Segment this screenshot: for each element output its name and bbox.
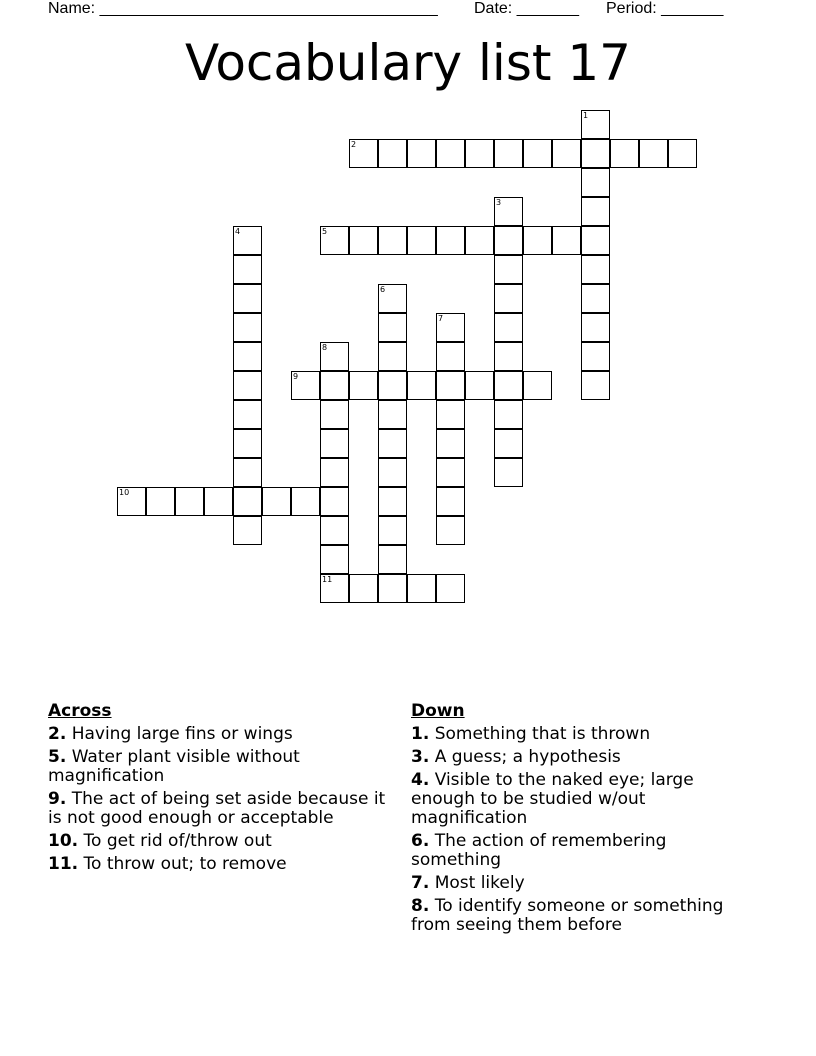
grid-cell[interactable] (465, 371, 494, 400)
grid-cell[interactable] (668, 139, 697, 168)
clue-number: 2. (48, 724, 67, 744)
grid-cell[interactable] (494, 458, 523, 487)
grid-cell[interactable] (233, 284, 262, 313)
grid-cell[interactable] (523, 371, 552, 400)
clue-text: The action of remembering something (411, 831, 667, 870)
clue-text: To get rid of/throw out (78, 831, 272, 851)
grid-cell[interactable] (349, 139, 378, 168)
grid-cell[interactable] (320, 429, 349, 458)
down-clue (411, 725, 756, 744)
clue-text: Water plant visible without magnification (48, 747, 300, 786)
grid-cell[interactable] (436, 313, 465, 342)
across-clue (48, 748, 393, 786)
grid-cell[interactable] (494, 139, 523, 168)
grid-cell[interactable] (581, 255, 610, 284)
grid-cell[interactable] (233, 458, 262, 487)
grid-cell[interactable] (436, 458, 465, 487)
grid-cell[interactable] (523, 226, 552, 255)
grid-cell[interactable] (436, 429, 465, 458)
clue-text: Something that is thrown (429, 724, 651, 744)
clue-text: Most likely (429, 873, 525, 893)
clue-number: 10. (48, 831, 79, 851)
grid-cell[interactable] (378, 313, 407, 342)
grid-cell[interactable] (494, 400, 523, 429)
grid-cell[interactable] (639, 139, 668, 168)
clue-number: 4 (235, 227, 241, 236)
grid-cell[interactable] (233, 342, 262, 371)
down-clue (411, 874, 756, 893)
grid-cell[interactable] (552, 139, 581, 168)
down-heading: Down (411, 701, 465, 721)
grid-cell[interactable] (175, 487, 204, 516)
down-clue (411, 771, 756, 828)
clue-text: To throw out; to remove (78, 854, 287, 874)
across-clue (48, 725, 393, 744)
grid-cell[interactable] (436, 574, 465, 603)
grid-cell[interactable] (146, 487, 175, 516)
grid-cell[interactable] (378, 458, 407, 487)
grid-cell[interactable] (320, 487, 349, 516)
date-field-label[interactable]: Date: _______ (474, 0, 579, 17)
clue-number: 4. (411, 770, 430, 790)
clue-number: 2 (351, 140, 357, 149)
grid-cell[interactable] (407, 226, 436, 255)
grid-cell[interactable] (581, 139, 610, 168)
grid-cell[interactable] (494, 342, 523, 371)
grid-cell[interactable] (581, 226, 610, 255)
clue-number: 5. (48, 747, 67, 767)
across-clue (48, 855, 393, 874)
grid-cell[interactable] (349, 371, 378, 400)
grid-cell[interactable] (378, 516, 407, 545)
grid-cell[interactable] (581, 342, 610, 371)
clue-number: 9 (293, 372, 299, 381)
grid-cell[interactable] (233, 400, 262, 429)
clue-number: 3. (411, 747, 430, 767)
down-clues (411, 702, 756, 939)
down-clue-list (411, 725, 756, 935)
grid-cell[interactable] (436, 487, 465, 516)
down-clue (411, 897, 756, 935)
clue-number: 10 (119, 488, 130, 497)
grid-cell[interactable] (378, 400, 407, 429)
grid-cell[interactable] (610, 139, 639, 168)
grid-cell[interactable] (581, 168, 610, 197)
grid-cell[interactable] (320, 458, 349, 487)
grid-cell[interactable] (320, 342, 349, 371)
grid-cell[interactable] (378, 545, 407, 574)
clue-number: 7 (438, 314, 444, 323)
grid-cell[interactable] (291, 487, 320, 516)
clue-number: 5 (322, 227, 328, 236)
grid-cell[interactable] (233, 487, 262, 516)
grid-cell[interactable] (378, 284, 407, 313)
clue-number: 1 (583, 111, 589, 120)
grid-cell[interactable] (436, 400, 465, 429)
grid-cell[interactable] (436, 139, 465, 168)
clue-number: 1. (411, 724, 430, 744)
clue-text: Visible to the naked eye; large enough to be studied w/out magnification (411, 770, 694, 828)
grid-cell[interactable] (494, 313, 523, 342)
grid-cell[interactable] (494, 255, 523, 284)
clue-number: 6 (380, 285, 386, 294)
grid-cell[interactable] (523, 139, 552, 168)
grid-cell[interactable] (320, 226, 349, 255)
grid-cell[interactable] (233, 429, 262, 458)
grid-cell[interactable] (552, 226, 581, 255)
grid-cell[interactable] (378, 139, 407, 168)
grid-cell[interactable] (349, 574, 378, 603)
clue-text: Having large fins or wings (66, 724, 293, 744)
grid-cell[interactable] (465, 139, 494, 168)
grid-cell[interactable] (494, 371, 523, 400)
clue-number: 3 (496, 198, 502, 207)
grid-cell[interactable] (320, 516, 349, 545)
grid-cell[interactable] (378, 371, 407, 400)
grid-cell[interactable] (436, 516, 465, 545)
grid-cell[interactable] (204, 487, 233, 516)
clue-number: 9. (48, 789, 67, 809)
across-clue (48, 832, 393, 851)
grid-cell[interactable] (465, 226, 494, 255)
across-heading: Across (48, 701, 112, 721)
clue-number: 8. (411, 896, 430, 916)
grid-cell[interactable] (494, 284, 523, 313)
grid-cell[interactable] (378, 226, 407, 255)
grid-cell[interactable] (291, 371, 320, 400)
grid-cell[interactable] (581, 110, 610, 139)
clue-number: 7. (411, 873, 430, 893)
grid-cell[interactable] (436, 371, 465, 400)
grid-cell[interactable] (378, 487, 407, 516)
across-clue (48, 790, 393, 828)
grid-cell[interactable] (233, 226, 262, 255)
grid-cell[interactable] (262, 487, 291, 516)
grid-cell[interactable] (581, 313, 610, 342)
grid-cell[interactable] (581, 284, 610, 313)
grid-cell[interactable] (233, 313, 262, 342)
grid-cell[interactable] (117, 487, 146, 516)
clue-text: To identify someone or something from seeing them before (411, 896, 724, 935)
grid-cell[interactable] (320, 400, 349, 429)
clue-text: The act of being set aside because it is not good enough or acceptable (48, 789, 386, 828)
grid-cell[interactable] (378, 429, 407, 458)
period-field-label[interactable]: Period: _______ (606, 0, 724, 17)
grid-cell[interactable] (320, 545, 349, 574)
grid-cell[interactable] (378, 342, 407, 371)
clue-number: 11 (322, 575, 333, 584)
grid-cell[interactable] (233, 255, 262, 284)
grid-cell[interactable] (407, 574, 436, 603)
grid-cell[interactable] (581, 197, 610, 226)
grid-cell[interactable] (494, 429, 523, 458)
across-clue-list (48, 725, 393, 874)
grid-cell[interactable] (378, 574, 407, 603)
clue-text: A guess; a hypothesis (429, 747, 621, 767)
grid-cell[interactable] (407, 139, 436, 168)
grid-cell[interactable] (436, 342, 465, 371)
page-title: Vocabulary list 17 (185, 34, 631, 92)
down-clue (411, 748, 756, 767)
grid-cell[interactable] (233, 371, 262, 400)
clue-number: 11. (48, 854, 79, 874)
grid-cell[interactable] (320, 574, 349, 603)
grid-cell[interactable] (494, 197, 523, 226)
grid-cell[interactable] (494, 226, 523, 255)
down-clue (411, 832, 756, 870)
across-clues (48, 702, 393, 878)
grid-cell[interactable] (349, 226, 378, 255)
grid-cell[interactable] (233, 516, 262, 545)
clue-number: 8 (322, 343, 328, 352)
grid-cell[interactable] (407, 371, 436, 400)
grid-cell[interactable] (581, 371, 610, 400)
clue-number: 6. (411, 831, 430, 851)
grid-cell[interactable] (436, 226, 465, 255)
grid-cell[interactable] (320, 371, 349, 400)
name-field-label[interactable]: Name: ______________________________________ (48, 0, 438, 17)
